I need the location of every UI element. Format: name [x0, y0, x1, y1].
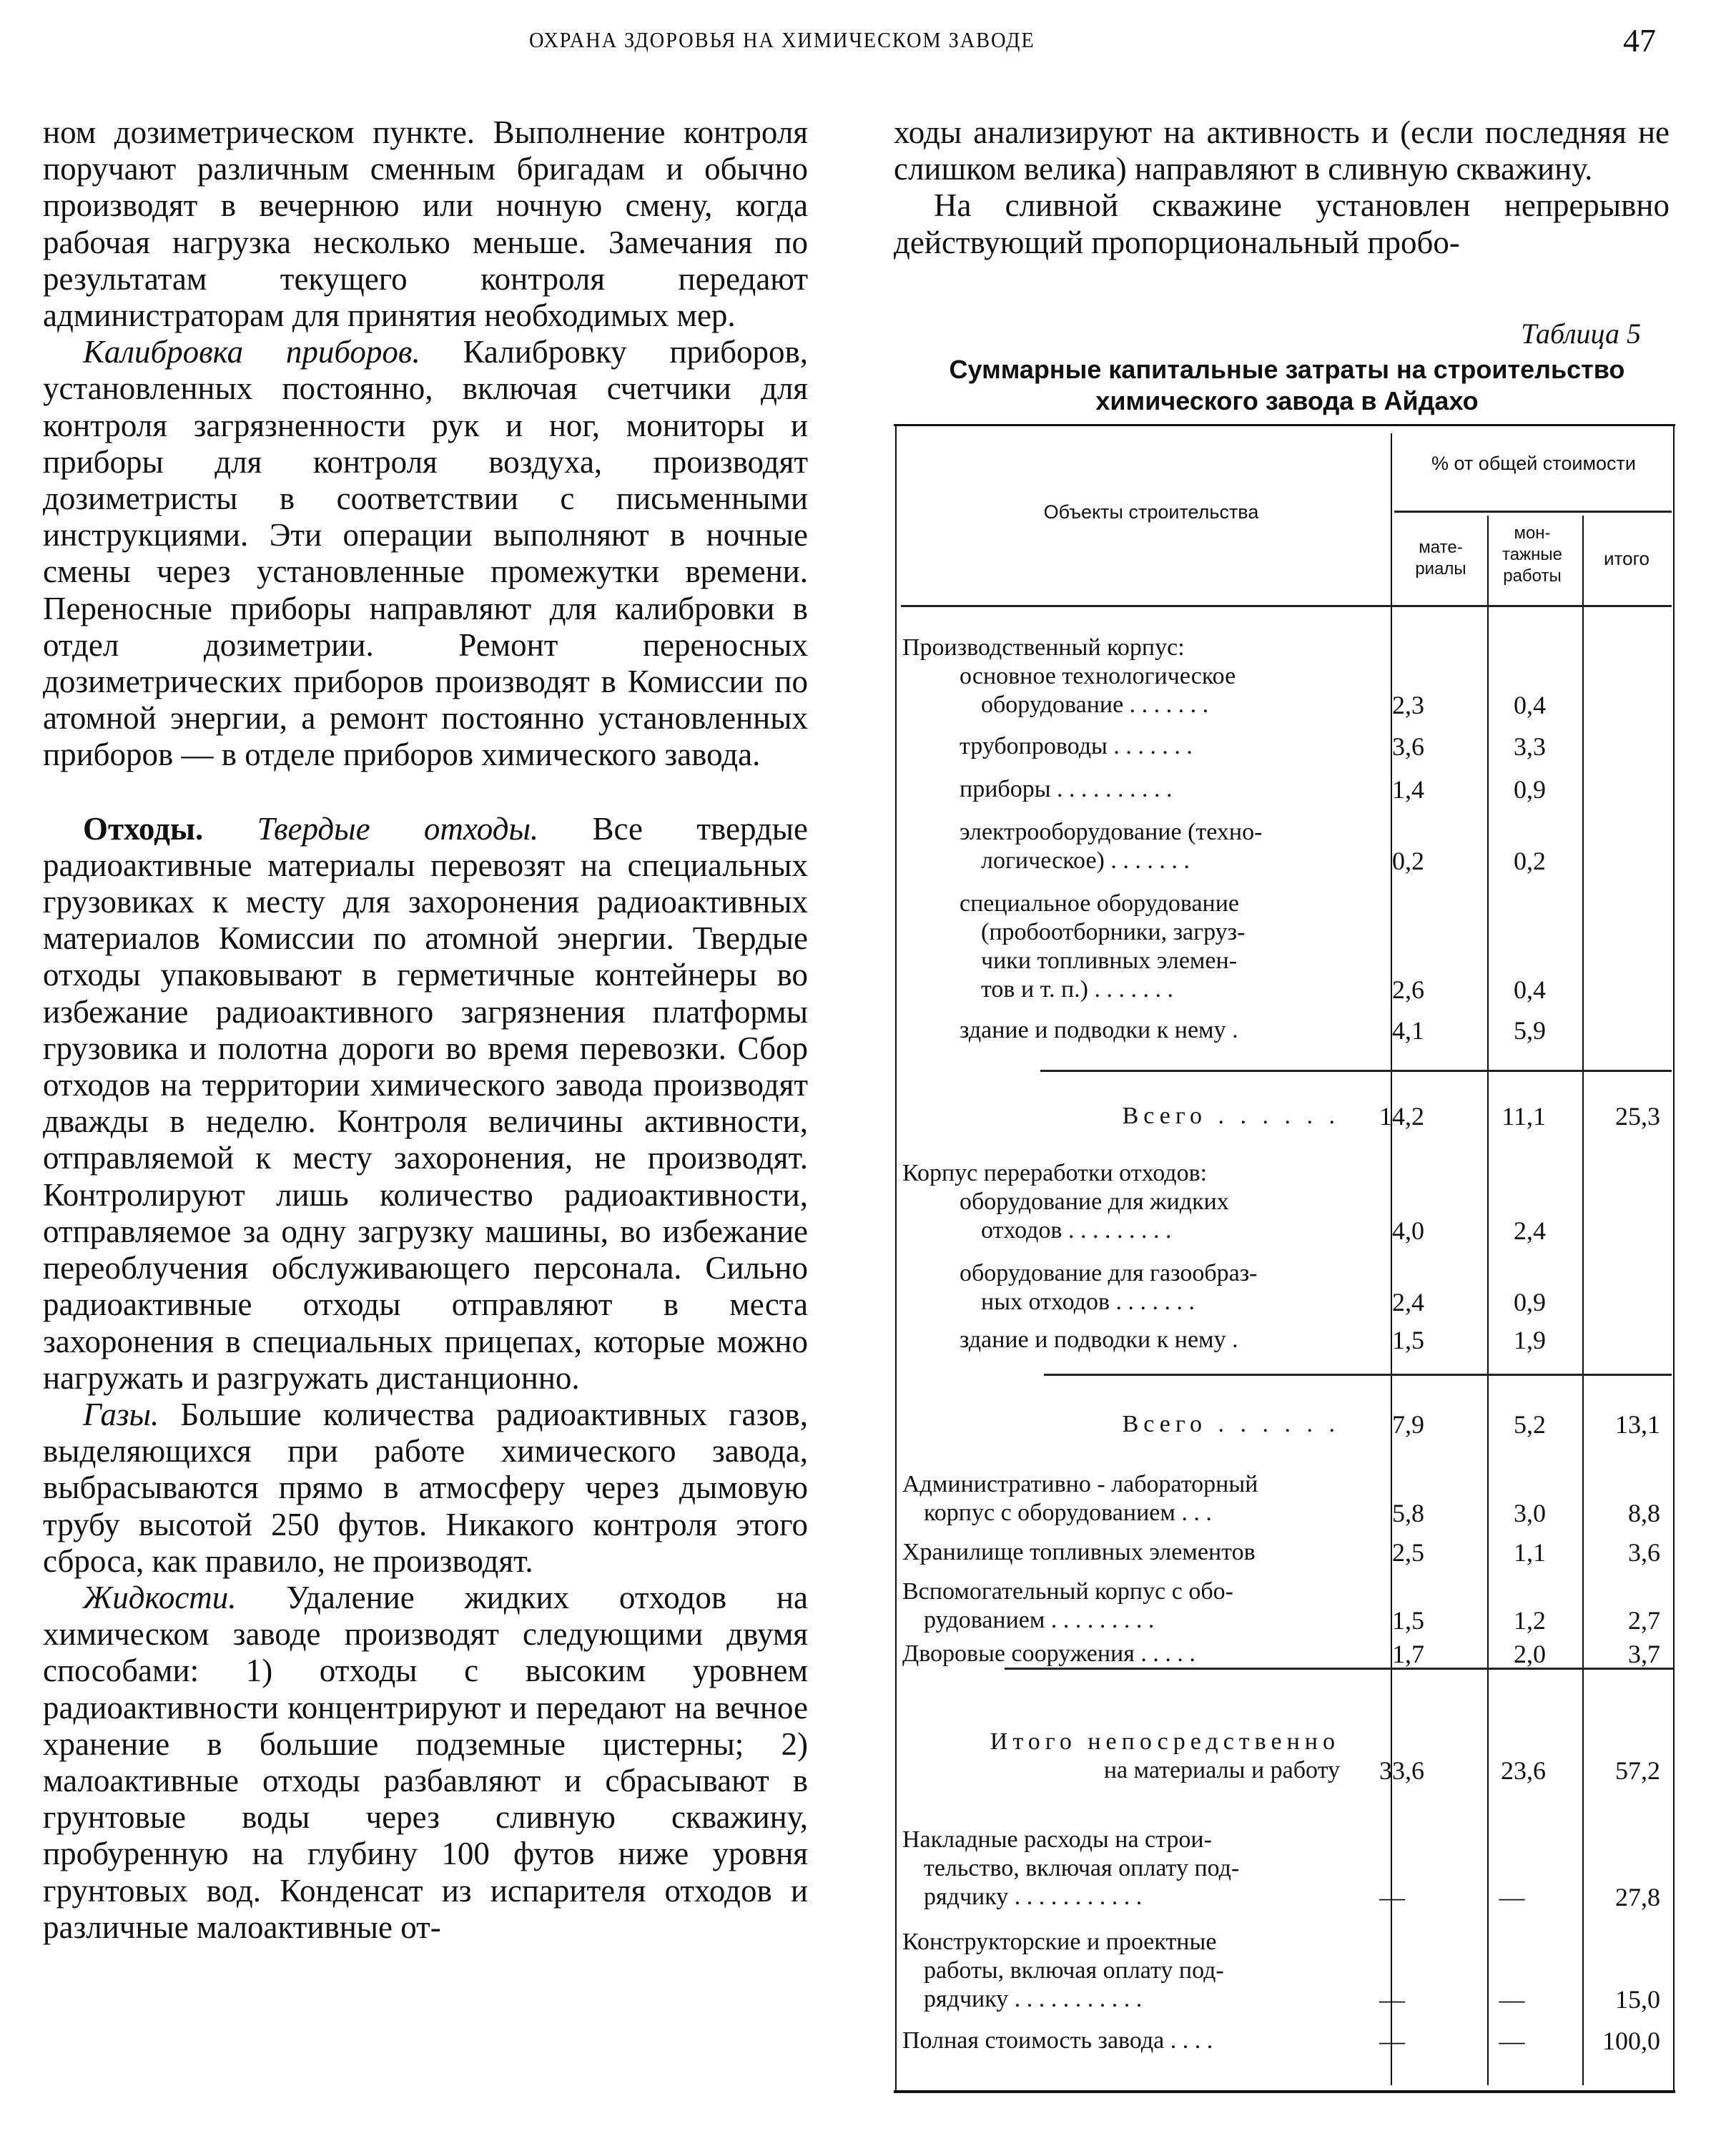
paragraph: На сливной скважине установлен непрерывно действующий пропорциональный пробо- [894, 187, 1670, 260]
table-row: Конструкторские и проектные работы, включая оплату под- рядчику . . . . . . . . . . . — — 15,0 [902, 1929, 1660, 2014]
table-row: оборудование для газообраз- ных отходов . . . . . . . 2,4 0,9 [960, 1260, 1546, 1316]
paragraph-liquids: Жидкости. Удаление жидких отходов на химическом заводе производят следующими двумя способами: 1) отходы с высоким уровнем радиоактивности концентрируют и передают на вечное хранение в большие подземные цистерны; 2) малоактивные отходы разбавляют и сбрасывают в грунтовые воды через сливную скважину, пробуренную на глубину 100 футов ниже уровня грунтовых вод. Конденсат из испарителя отходов и различные малоактивные от- [43, 1579, 808, 1945]
table-row: специальное оборудование (пробоотборники, загруз- чики топливных элемен- тов и т. п.) . . . . . . . 2,6 0,4 [960, 890, 1546, 1004]
table-row: основное технологическое оборудование . . . . . . . 2,3 0,4 [960, 663, 1546, 719]
paragraph-waste: Отходы. Твердые отходы. Все твердые радиоактивные материалы перевозят на специальных грузовиках к месту для захоронения радиоактивных материалов Комиссии по атомной энергии. Твердые отходы упаковывают в герметичные контейнеры во избежание радиоактивного загрязнения платформы грузовика и полотна дороги во время перевозки. Сбор отходов на территории химического завода производят дважды в неделю. Контроля величины активности, отправляемой к месту захоронения, не производят. Контролируют лишь количество радиоактивности, отправляемое за одну загрузку машины, во избежание переоблучения обслуживающего персонала. Сильно радиоактивные отходы отправляют в места захоронения в специальных прицепах, которые можно нагружать и разгружать дистанционно. [43, 810, 808, 1396]
running-title: ОХРАНА ЗДОРОВЬЯ НА ХИМИЧЕСКОМ ЗАВОДЕ [529, 27, 1035, 52]
table-row-grand-subtotal: Итого непосредственно на материалы и работу 33,6 23,6 57,2 [990, 1728, 1660, 1785]
subsection-heading: Газы. [83, 1396, 159, 1432]
table-row: Накладные расходы на строи- тельство, включая оплату под- рядчику . . . . . . . . . . . — — 27,8 [902, 1826, 1660, 1911]
table-row: приборы . . . . . . . . . . 1,4 0,9 [960, 775, 1546, 804]
table-row: Хранилище топливных элементов 2,5 1,1 3,6 [902, 1538, 1660, 1567]
table-row: Производственный корпус: [902, 634, 1185, 661]
header-total: итого [1604, 548, 1650, 569]
header-materials: мате- риалы [1415, 538, 1466, 579]
table-row: Корпус переработки отходов: [902, 1160, 1208, 1186]
header-objects: Объекты строительства [1043, 501, 1259, 523]
header-percent-group: % от общей стоимости [1431, 453, 1636, 474]
table-row: Вспомогательный корпус с обо- рудованием . . . . . . . . . 1,5 1,2 2,7 [902, 1578, 1660, 1635]
table-row: здание и подводки к нему . 4,1 5,9 [960, 1016, 1546, 1045]
table-row-subtotal: Всего . . . . . . 14,2 11,1 25,3 [1122, 1102, 1660, 1131]
table-label: Таблица 5 [1521, 318, 1641, 350]
header-rule [901, 605, 1672, 607]
paragraph: ном дозиметрическом пункте. Выполнение контроля поручают различным сменным бригадам и обычно производят в вечернюю или ночную смену, когда рабочая нагрузка несколько меньше. Замечания по результатам текущего контроля передают администраторам для принятия необходимых мер. [43, 114, 808, 334]
section-heading: Калибровка приборов. [83, 334, 420, 370]
table-row: трубопроводы . . . . . . . 3,6 3,3 [960, 732, 1546, 761]
table-row: здание и подводки к нему . 1,5 1,9 [960, 1326, 1546, 1354]
table-border-right [1673, 426, 1675, 2090]
table-row-total: Полная стоимость завода . . . . — — 100,0 [902, 2027, 1660, 2055]
paragraph-calibration: Калибровка приборов. Калибровку приборов, установленных постоянно, включая счетчики для контроля загрязненности рук и ног, мониторы и приборы для контроля воздуха, производят дозиметристы в соответствии с письменными инструкциями. Эти операции выполняют в ночные смены через установленные промежутки времени. Переносные приборы направляют для калибровки в отдел дозиметрии. Ремонт переносных дозиметрических приборов производят в Комиссии по атомной энергии, а ремонт постоянно установленных приборов — в отделе приборов химического завода. [43, 334, 808, 773]
paragraph-gases: Газы. Большие количества радиоактивных газов, выделяющихся при работе химического завода, выбрасываются прямо в атмосферу через дымовую трубу высотой 250 футов. Никакого контроля этого сброса, как правило, не производят. [43, 1396, 808, 1579]
table-row-subtotal: Всего . . . . . . 7,9 5,2 13,1 [1122, 1410, 1660, 1439]
table-row: Административно - лабораторный корпус с оборудованием . . . 5,8 3,0 8,8 [902, 1471, 1660, 1527]
page-number: 47 [1623, 22, 1656, 59]
left-column [43, 114, 808, 1946]
cost-table [894, 424, 1675, 2093]
section-heading: Отходы. [83, 810, 204, 847]
subtotal-rule [1044, 1374, 1672, 1376]
table-row: Дворовые сооружения . . . . . 1,7 2,0 3,7 [902, 1640, 1660, 1668]
table-row: электрооборудование (техно- логическое) . . . . . . . 0,2 0,2 [960, 819, 1546, 875]
table-border-left [895, 426, 897, 2090]
subsection-heading: Твердые отходы. [203, 810, 539, 847]
header-installation: мон- тажные работы [1502, 523, 1562, 586]
table-row: оборудование для жидких отходов . . . . . . . . . 4,0 2,4 [960, 1188, 1546, 1245]
subtotal-rule [1040, 1070, 1672, 1072]
subsection-heading: Жидкости. [83, 1579, 237, 1615]
table-title: Суммарные капитальные затраты на строительство химического завода в Айдахо [949, 355, 1625, 415]
right-column [894, 114, 1670, 261]
paragraph: ходы анализируют на активность и (если последняя не слишком велика) направляют в сливную скважину. [894, 114, 1670, 187]
header-rule [1394, 511, 1672, 513]
